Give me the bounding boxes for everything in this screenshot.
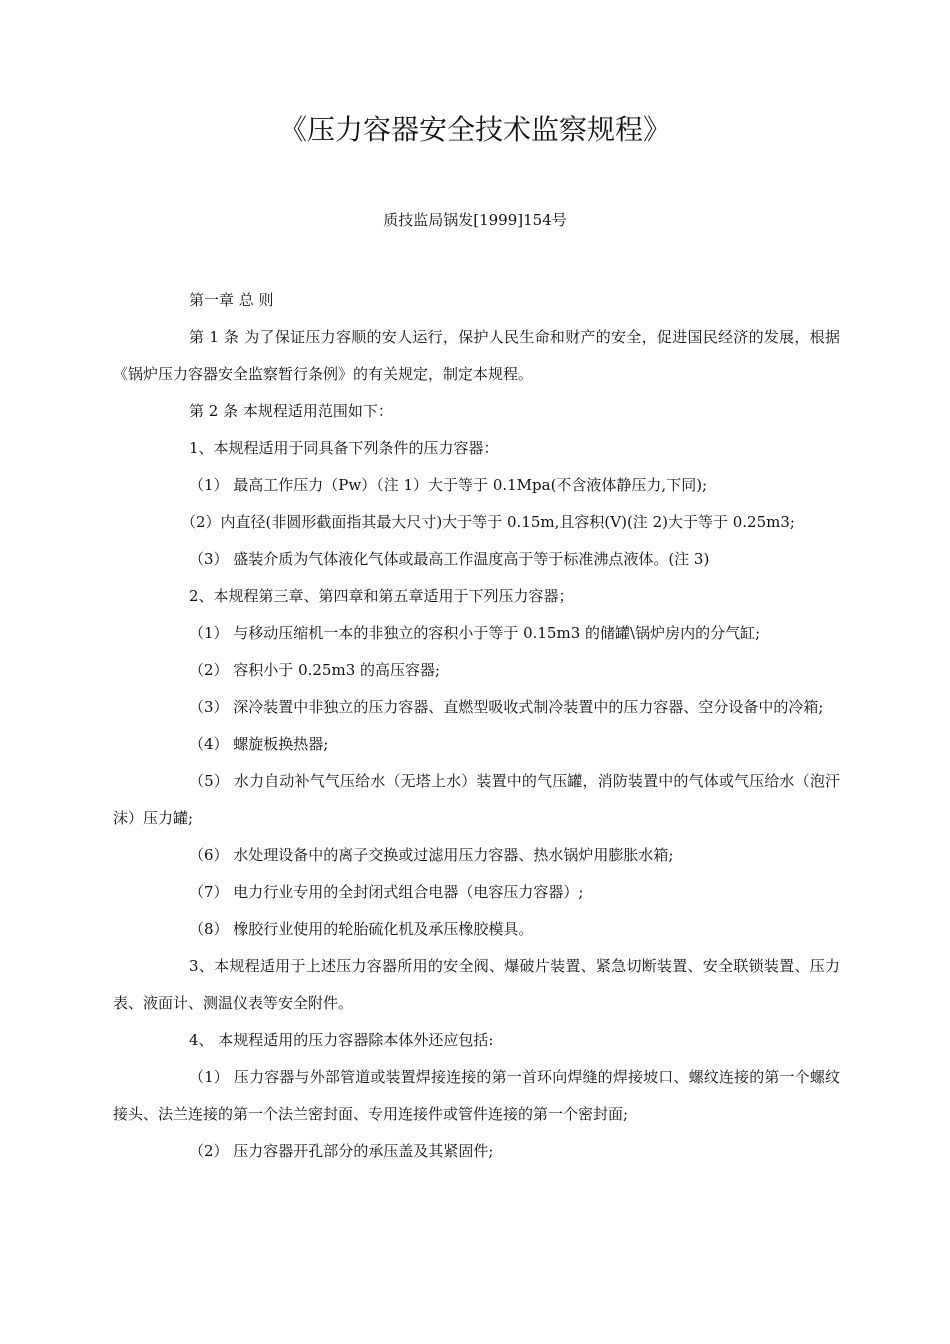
document-body [113,282,840,1170]
clause-2: 2、本规程第三章、第四章和第五章适用于下列压力容器； [189,587,574,605]
clause-2-item-7: （7） 电力行业专用的全封闭式组合电器（电容压力容器）; [189,883,584,901]
clause-1: 1、本规程适用于同具备下列条件的压力容器： [189,439,499,457]
clause-4: 4、 本规程适用的压力容器除本体外还应包括: [189,1031,494,1049]
document-number: 质技监局锅发[1999]154号 [383,211,567,229]
clause-2-item-3: （3） 深冷装置中非独立的压力容器、直燃型吸收式制冷装置中的压力容器、空分设备中的冷箱; [189,698,824,716]
clause-1-item-3: （3） 盛装介质为气体液化气体或最高工作温度高于等于标准沸点液体。(注 3) [189,550,710,568]
clause-2-item-5: （5） 水力自动补气气压给水（无塔上水）装置中的气压罐，消防装置中的气体或气压给水（泡汗沫）压力罐; [113,772,840,827]
document-title: 《压力容器安全技术监察规程》 [278,113,671,146]
clause-1-item-2: （2）内直径(非圆形截面指其最大尺寸)大于等于 0.15m,且容积(V)(注 2)大于等于 0.25m3; [181,513,795,531]
clause-4-item-2: （2） 压力容器开孔部分的承压盖及其紧固件; [189,1142,494,1160]
clause-4-item-1: （1） 压力容器与外部管道或装置焊接连接的第一首环向焊缝的焊接坡口、螺纹连接的第一个螺纹接头、法兰连接的第一个法兰密封面、专用连接件或管件连接的第一个密封面; [113,1068,840,1123]
clause-3: 3、本规程适用于上述压力容器所用的安全阀、爆破片装置、紧急切断装置、安全联锁装置、压力表、液面计、测温仪表等安全附件。 [113,957,840,1012]
article-1: 第 1 条 为了保证压力容顺的安人运行，保护人民生命和财产的安全，促进国民经济的发展，根据《锅炉压力容器安全监察暂行条例》的有关规定，制定本规程。 [113,328,840,383]
clause-2-item-4: （4） 螺旋板换热器; [189,735,329,753]
clause-2-item-8: （8） 橡胶行业使用的轮胎硫化机及承压橡胶模具。 [189,920,534,938]
article-2: 第 2 条 本规程适用范围如下： [189,402,393,420]
clause-1-item-1: （1） 最高工作压力（Pw）（注 1）大于等于 0.1Mpa(不含液体静压力,下同); [189,476,708,494]
clause-2-item-1: （1） 与移动压缩机一本的非独立的容积小于等于 0.15m3 的储罐\锅炉房内的分气缸; [189,624,761,642]
clause-2-item-2: （2） 容积小于 0.25m3 的高压容器; [189,661,441,679]
chapter-heading: 第一章 总 则 [189,291,274,309]
clause-2-item-6: （6） 水处理设备中的离子交换或过滤用压力容器、热水锅炉用膨胀水箱; [189,846,674,864]
